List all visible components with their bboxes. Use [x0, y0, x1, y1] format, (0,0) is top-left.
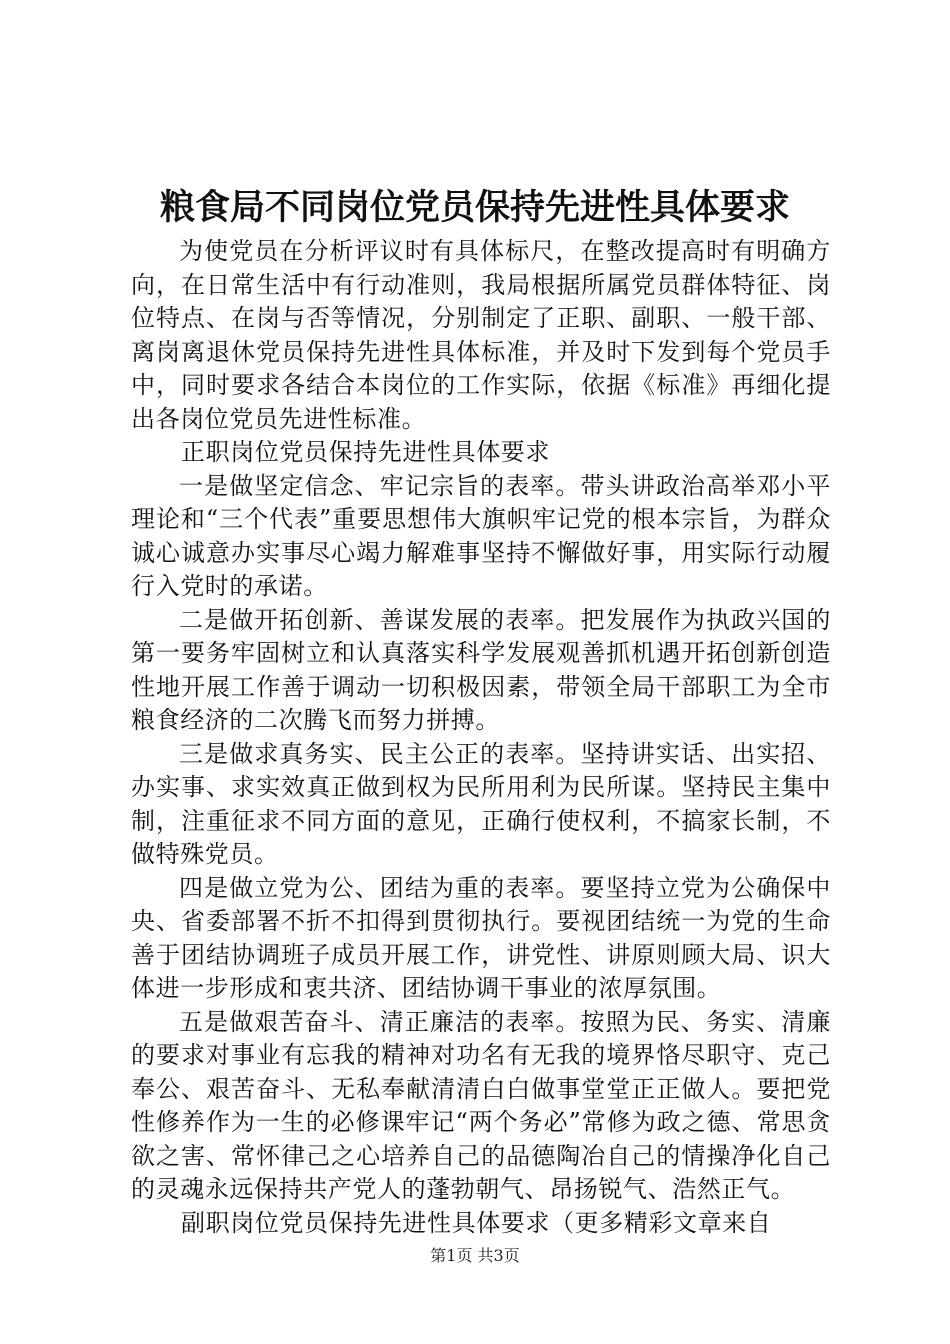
requirement-paragraph-4: 四是做立党为公、团结为重的表率。要坚持立党为公确保中央、省委部署不折不扣得到贯彻执行。要视团结统一为党的生命善于团结协调班子成员开展工作，讲党性、讲原则顾大局、识大体进一步形成和衷共济、团结协调干事业的浓厚氛围。	[131, 873, 831, 1002]
section-heading-zhengzhi: 正职岗位党员保持先进性具体要求	[181, 438, 550, 466]
requirement-paragraph-1: 一是做坚定信念、牢记宗旨的表率。带头讲政治高举邓小平理论和“三个代表”重要思想伟大旗帜牢记党的根本宗旨，为群众诚心诚意办实事尽心竭力解难事坚持不懈做好事，用实际行动履行入党时的承诺。	[131, 471, 831, 600]
page-footer: 第1页 共3页	[430, 1246, 520, 1265]
section-heading-fuzhi: 副职岗位党员保持先进性具体要求（更多精彩文章来自	[181, 1208, 772, 1237]
document-title: 粮食局不同岗位党员保持先进性具体要求	[159, 188, 790, 228]
intro-paragraph: 为使党员在分析评议时有具体标尺，在整改提高时有明确方向，在日常生活中有行动准则，我局根据所属党员群体特征、岗位特点、在岗与否等情况，分别制定了正职、副职、一般干部、离岗离退休党员保持先进性具体标准，并及时下发到每个党员手中，同时要求各结合本岗位的工作实际，依据《标准》再细化提出各岗位党员先进性标准。	[131, 237, 831, 433]
requirement-paragraph-2: 二是做开拓创新、善谋发展的表率。把发展作为执政兴国的第一要务牢固树立和认真落实科学发展观善抓机遇开拓创新创造性地开展工作善于调动一切积极因素，带领全局干部职工为全市粮食经济的二次腾飞而努力拼搏。	[131, 605, 831, 734]
requirement-paragraph-5: 五是做艰苦奋斗、清正廉洁的表率。按照为民、务实、清廉的要求对事业有忘我的精神对功名有无我的境界恪尽职守、克己奉公、艰苦奋斗、无私奉献清清白白做事堂堂正正做人。要把党性修养作为一生的必修课牢记“两个务必”常修为政之德、常思贪欲之害、常怀律己之心培养自己的品德陶冶自己的情操净化自己的灵魂永远保持共产党人的蓬勃朝气、昂扬锐气、浩然正气。	[131, 1007, 831, 1203]
requirement-paragraph-3: 三是做求真务实、民主公正的表率。坚持讲实话、出实招、办实事、求实效真正做到权为民所用利为民所谋。坚持民主集中制，注重征求不同方面的意见，正确行使权利，不搞家长制，不做特殊党员。	[131, 739, 831, 868]
document-body	[131, 235, 831, 1240]
